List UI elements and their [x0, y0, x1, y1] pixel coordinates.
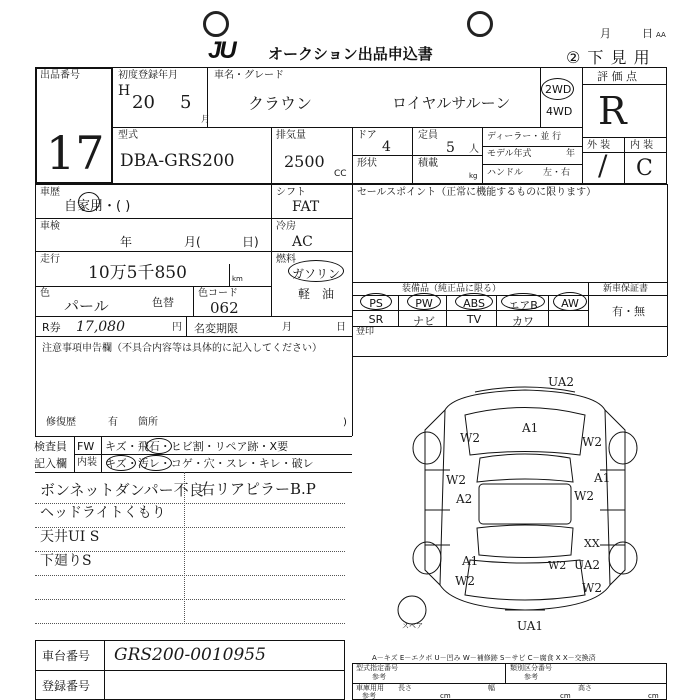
copy-label: ② 下 見 用: [566, 48, 651, 67]
shape-label: 形状: [357, 158, 377, 169]
equip-aw: AW: [561, 297, 579, 310]
fuel-label: 燃料: [276, 254, 296, 265]
color-change-label: 色替: [152, 296, 174, 309]
registered-seal-label: 登印: [356, 327, 375, 337]
inspection-year: 年: [120, 235, 133, 249]
registration-month-unit: 月: [201, 115, 211, 125]
inspector-fw: FW: [77, 440, 95, 453]
inspection-label: 車検: [40, 221, 60, 232]
expiry-label: 名変期限: [194, 322, 238, 335]
mark-w2-left-front: W2: [460, 431, 480, 445]
registration-month: 5: [180, 92, 192, 113]
model-value: DBA-GRS200: [120, 151, 235, 171]
equip-airbag-circle: [501, 293, 545, 310]
damage-legend: A－キズ E－エクボ U－凹み W－補修跡 S－サビ C－腐食 X X－交換済: [372, 654, 596, 662]
model-spec-ref: 参考: [372, 673, 386, 681]
color-code-label: 色コード: [198, 288, 238, 299]
dims-width: 幅: [488, 684, 495, 692]
equip-navi: ナビ: [413, 315, 435, 328]
mark-a1-left-rear: A1: [462, 554, 479, 568]
inspector-chip-circle: [146, 438, 172, 454]
diagram-wheel-rr: [609, 542, 637, 574]
mark-w2-left-rear: W2: [455, 574, 475, 588]
remark-line-2: ヘッドライトくもり: [40, 505, 166, 521]
doors-label: ドア: [357, 130, 377, 141]
capacity-label: 定員: [418, 130, 438, 141]
equip-abs: ABS: [463, 297, 485, 310]
dims-height-unit: cm: [648, 692, 659, 700]
mileage-label: 走行: [40, 254, 60, 265]
dims-ref: 参考: [362, 692, 376, 700]
equipment-label: 装備品（純正品に限る）: [402, 284, 502, 294]
class-spec-ref: 参考: [524, 673, 538, 681]
fuel-oil: 油: [322, 287, 335, 301]
diagram-windshield: [477, 454, 573, 482]
remark-line-5: 下廻りS: [40, 553, 92, 569]
reg-no-label: 登録番号: [42, 679, 91, 693]
shift-label: シフト: [276, 187, 306, 198]
recycle-value: 17,080: [76, 319, 125, 335]
lot-number-label: 出品番号: [40, 70, 80, 81]
date-month-label: 月: [600, 27, 611, 40]
diagram-rear-window: [477, 525, 573, 558]
interior-label: 内 装: [630, 140, 654, 151]
exterior-score: /: [598, 149, 608, 182]
diagram-roof: [479, 484, 571, 524]
fuel-light: 軽: [298, 287, 311, 301]
mark-ua2-right-rear: UA2: [574, 558, 601, 572]
inspector-fw-items: キズ・飛石・ヒビ割・リペア跡・X要: [105, 440, 289, 453]
color-value: パール: [64, 297, 109, 315]
mark-ua1-bottom: UA1: [517, 619, 544, 633]
drive-4wd: 4WD: [546, 105, 573, 118]
lot-number-value: 17: [46, 126, 105, 180]
mark-a1-right-front: A1: [594, 471, 611, 485]
mark-a2-roof: A2: [456, 492, 473, 506]
repair-history-label: 修復歴: [46, 417, 76, 428]
registration-year: 20: [132, 92, 155, 113]
date-day-label: 日: [642, 27, 653, 40]
exterior-label: 外 装: [587, 140, 611, 151]
dims-height: 高さ: [578, 684, 592, 692]
mark-xx-right-rear: XX: [584, 537, 600, 550]
equip-airbag: エアB: [508, 299, 538, 312]
inspection-month: 月(: [184, 235, 201, 249]
expiry-day: 日: [336, 322, 346, 333]
warranty-value: 有・無: [612, 305, 645, 318]
capacity-value: 5: [446, 140, 455, 156]
dims-length: 長さ: [398, 684, 412, 692]
mark-w2-rear-right: W2: [548, 559, 567, 572]
dims-width-unit: cm: [560, 692, 571, 700]
capacity-unit: 人: [469, 144, 479, 155]
equip-abs-circle: [455, 293, 493, 310]
dealer-label: ディーラー・並 行: [487, 132, 562, 142]
aircon-label: 冷房: [276, 221, 296, 232]
car-name-value: クラウン: [248, 94, 313, 113]
diagram-wheel-fr: [609, 432, 637, 464]
history-value: 自家用・( ): [64, 199, 131, 214]
warranty-label: 新車保証書: [603, 284, 649, 294]
equip-ps: PS: [369, 297, 383, 310]
dims-label: 車庫用用: [356, 684, 384, 692]
mark-ua2-top: UA2: [548, 375, 575, 389]
displacement-unit: CC: [334, 169, 347, 179]
dims-length-unit: cm: [440, 692, 451, 700]
handle-label: ハンドル: [487, 168, 524, 178]
model-spec-label: 型式指定番号: [356, 664, 398, 672]
diagram-trunk: [465, 560, 585, 600]
equip-pw: PW: [415, 297, 433, 310]
inspector-dirt-circle: [140, 455, 172, 471]
spare-label: スペア: [402, 622, 423, 630]
remark-line-4: 天井UI S: [40, 529, 100, 545]
color-label: 色: [40, 288, 50, 299]
car-name-label: 車名・グレード: [214, 70, 284, 81]
punch-hole-left: [203, 11, 229, 37]
registration-era: H: [118, 83, 131, 99]
evaluation-label: 評 価 点: [597, 70, 637, 83]
model-year-label: モデル年式: [487, 149, 532, 159]
form-title: オークション出品申込書: [268, 45, 433, 63]
date-suffix: AA: [656, 31, 666, 39]
chassis-value: GRS200-0010955: [114, 645, 266, 665]
remark-line-3: 右リアピラーB.P: [200, 480, 316, 498]
drive-2wd-circle: [541, 78, 574, 100]
equip-sr: SR: [368, 313, 384, 326]
equip-aw-circle: [553, 292, 587, 311]
load-unit: kg: [469, 172, 478, 180]
equip-tv: TV: [466, 313, 482, 326]
aircon-value: AC: [292, 234, 313, 250]
model-year-unit: 年: [566, 149, 576, 159]
notes-label: 注意事項申告欄（不具合内容等は具体的に記入してください）: [42, 343, 322, 354]
inspector-label-2: 記入欄: [34, 457, 67, 470]
handle-value: 左・右: [543, 168, 571, 178]
mark-w2-right-front: W2: [582, 435, 602, 449]
diagram-wheel-rl: [413, 542, 441, 574]
inspector-interior-items: キズ・汚レ・コゲ・穴・スレ・キレ・破レ: [105, 457, 314, 470]
mark-w2-right-door: W2: [574, 489, 594, 503]
inspection-day: 日): [242, 235, 259, 249]
repair-history-value: 有: [108, 417, 118, 428]
color-code-value: 062: [210, 299, 239, 317]
repair-place-label: 箇所: [138, 417, 158, 428]
shift-value: FAT: [292, 199, 320, 215]
car-damage-diagram: [395, 370, 655, 640]
car-grade-value: ロイヤルサルーン: [392, 94, 511, 112]
evaluation-score: R: [598, 89, 627, 133]
mark-w2-left-door: W2: [446, 473, 466, 487]
mark-w2-right-rear: W2: [582, 581, 602, 595]
equip-pw-circle: [407, 293, 441, 310]
recycle-label: R券: [42, 321, 61, 334]
drive-2wd: 2WD: [545, 83, 572, 96]
diagram-spare-tire: [398, 596, 426, 624]
fuel-gasoline-circle: [288, 260, 344, 282]
displacement-value: 2500: [284, 152, 325, 171]
remark-line-1: ボンネットダンパー不良: [40, 481, 204, 499]
model-label: 型式: [118, 130, 138, 141]
equip-ps-circle: [360, 293, 392, 310]
inspector-interior: 内装: [77, 457, 97, 468]
interior-score: C: [636, 156, 653, 181]
mileage-value: 10万5千850: [88, 263, 187, 283]
inspector-scratch-circle: [106, 455, 136, 471]
history-private-circle: [78, 192, 100, 212]
expiry-month: 月: [282, 322, 292, 333]
inspector-label-1: 検査員: [34, 440, 67, 453]
mileage-unit: km: [232, 275, 243, 283]
displacement-label: 排気量: [276, 130, 306, 141]
sales-point-label: セールスポイント（正常に機能するものに限ります）: [357, 187, 597, 198]
first-registration-label: 初度登録年月: [118, 70, 178, 81]
load-label: 積載: [418, 158, 438, 169]
history-label: 車歴: [40, 187, 60, 198]
diagram-wheel-fl: [413, 432, 441, 464]
fuel-gasoline: ガソリン: [292, 267, 341, 281]
mark-a1-hood: A1: [522, 421, 539, 435]
ju-logo: JU: [208, 37, 235, 64]
doors-value: 4: [382, 139, 391, 155]
chassis-label: 車台番号: [42, 649, 91, 663]
recycle-unit: 円: [172, 322, 182, 333]
punch-hole-right: [467, 11, 493, 37]
equip-leather: カワ: [512, 315, 534, 328]
class-spec-label: 類別区分番号: [510, 664, 552, 672]
